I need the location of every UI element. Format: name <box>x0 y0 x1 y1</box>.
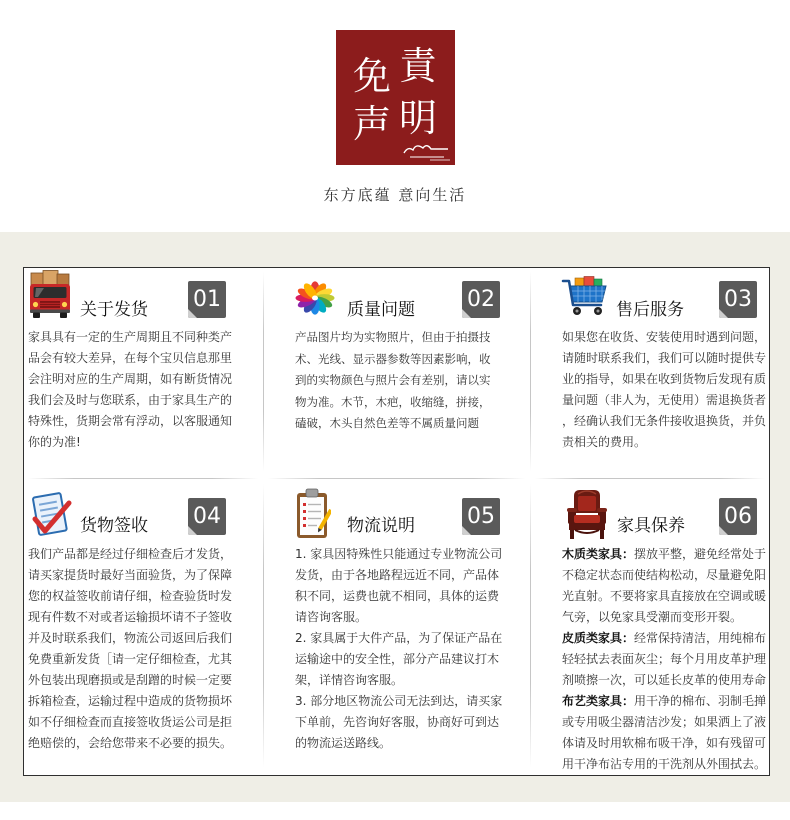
checked-document-icon <box>27 490 73 540</box>
text-line: 术、光线、显示器参数等因素影响，收 <box>295 351 491 366</box>
cloud-ornament-icon <box>400 138 452 162</box>
text-line: 架，详情咨询客服。 <box>295 673 404 687</box>
color-wheel-icon <box>291 278 339 318</box>
section-title: 货物签收 <box>80 516 148 536</box>
section-title: 关于发货 <box>80 300 148 320</box>
logo-char: 免 <box>352 54 391 98</box>
text-line: 光直射。不要将家具直接放在空调或暖 <box>562 589 767 603</box>
shopping-cart-icon <box>561 276 609 318</box>
text-line-body: 用干净的棉布、羽制毛掸 <box>634 694 767 708</box>
row-divider <box>28 478 258 479</box>
text-line: 用干净布沾专用的干洗剂从外围拭去。 <box>562 757 767 771</box>
section-number-badge <box>719 281 757 318</box>
text-line: 品会有较大差异，在每个宝贝信息那里 <box>28 351 233 365</box>
text-line: 运输途中的安全性，部分产品建议打木 <box>295 652 500 666</box>
disclaimer-logo <box>336 30 455 165</box>
text-line: 的物流运送路线。 <box>295 736 392 750</box>
section-number-badge <box>188 498 226 535</box>
badge-fold <box>188 526 197 535</box>
text-line-body: 经常保持清洁，用纯棉布 <box>634 631 767 645</box>
column-divider <box>263 484 264 768</box>
text-line: 发货，由于各地路程远近不同，产品体 <box>295 568 500 582</box>
slogan: 东方底蕴 意向生活 <box>323 186 467 204</box>
badge-fold <box>719 309 728 318</box>
section-number: 04 <box>193 504 221 529</box>
text-line: 物为准。木节，木疤，收缩缝，拼接， <box>295 394 491 409</box>
text-line: 您的权益签收前请仔细，检查验货时发 <box>28 589 233 603</box>
row-divider <box>268 478 525 479</box>
text-line: 轻轻拭去表面灰尘；每个月用皮革护理 <box>562 652 767 666</box>
text-line: 气旁，以免家具受潮而变形开裂。 <box>562 610 743 624</box>
badge-fold <box>188 309 197 318</box>
section-body <box>295 327 491 435</box>
armchair-icon <box>565 488 609 540</box>
section-number: 01 <box>193 287 221 312</box>
text-line: 并及时联系我们，物流公司返回后我们 <box>28 631 233 645</box>
section-number: 05 <box>467 504 495 529</box>
section-number-badge <box>462 281 500 318</box>
text-line-body: 摆放平整，避免经常处于 <box>634 547 767 561</box>
truck-icon <box>28 270 72 318</box>
text-line: 现有件数不对或者运输损坏请不子签收 <box>28 610 233 624</box>
text-line: 绝赔偿的，会给您带来不必要的损失。 <box>28 736 233 750</box>
care-category-label: 皮质类家具： <box>562 631 635 645</box>
text-line: 如果您在收货、安装使用时遇到问题， <box>562 330 767 344</box>
section-number-badge <box>462 498 500 535</box>
logo-char: 責 <box>398 44 437 88</box>
text-line: 不稳定状态而使结构松动，尽量避免阳 <box>562 568 767 582</box>
section-title: 物流说明 <box>347 516 415 536</box>
text-line: 我们产品都是经过仔细检查后才发货， <box>28 547 233 561</box>
care-category-label: 木质类家具： <box>562 547 635 561</box>
text-line: 剂喷擦一次，可以延长皮革的使用寿命 <box>562 673 767 687</box>
text-line: 业的指导，如果在收到货物后发现有质 <box>562 372 767 386</box>
text-line: 外包装出现磨损或是刮蹭的时候一定要 <box>28 673 233 687</box>
text-line: 1. 家具因特殊性只能通过专业物流公司 <box>295 547 503 561</box>
column-divider <box>530 272 531 472</box>
text-line: 你的为准! <box>28 435 81 449</box>
disclaimer-panel <box>23 267 770 776</box>
text-line: 量问题（非人为，无使用）需退换货者 <box>562 393 767 407</box>
section-body <box>28 544 232 754</box>
text-line: 请随时联系我们，我们可以随时提供专 <box>562 351 767 365</box>
text-line: 请买家提货时最好当面验货，为了保障 <box>28 568 233 582</box>
text-line <box>562 628 766 649</box>
column-divider <box>530 484 531 768</box>
section-number-badge <box>188 281 226 318</box>
text-line: 3. 部分地区物流公司无法到达，请买家 <box>295 694 503 708</box>
section-title: 质量问题 <box>347 300 415 320</box>
section-body <box>562 544 766 775</box>
clipboard-icon <box>295 488 331 540</box>
text-line: 体请及时用软棉布吸干净，如有残留可 <box>562 736 767 750</box>
section-number: 02 <box>467 287 495 312</box>
text-line: 积不同，运费也就不相同，具体的运费 <box>295 589 500 603</box>
column-divider <box>263 272 264 472</box>
section-number: 06 <box>724 504 752 529</box>
section-title: 售后服务 <box>616 300 684 320</box>
text-line: 磕破，木头自然色差等不属质量问题 <box>295 416 479 430</box>
text-line: ，经确认我们无条件接收退换货，并负 <box>562 414 767 428</box>
text-line: 2. 家具属于大件产品，为了保证产品在 <box>295 631 503 645</box>
care-category-label: 布艺类家具： <box>562 694 635 708</box>
section-body <box>562 327 766 453</box>
section-title: 家具保养 <box>617 516 685 536</box>
section-number-badge <box>719 498 757 535</box>
text-line: 家具具有一定的生产周期且不同种类产 <box>28 330 233 344</box>
text-line <box>562 691 766 712</box>
section-number: 03 <box>724 287 752 312</box>
text-line: 如不仔细检查而直接签收货运公司是拒 <box>28 715 233 729</box>
logo-char: 声 <box>352 102 391 146</box>
text-line: 下单前，先咨询好客服，协商好可到达 <box>295 715 500 729</box>
text-line: 会注明对应的生产周期，如有断货情况 <box>28 372 233 386</box>
badge-fold <box>719 526 728 535</box>
text-line <box>562 544 766 565</box>
text-line: 责相关的费用。 <box>562 435 647 449</box>
badge-fold <box>462 309 471 318</box>
section-body <box>28 327 232 453</box>
text-line: 或专用吸尘器清洁沙发；如果洒上了液 <box>562 715 767 729</box>
badge-fold <box>462 526 471 535</box>
text-line: 到的实物颜色与照片会有差别，请以实 <box>295 373 491 387</box>
row-divider <box>535 478 765 479</box>
text-line: 拆箱检查，运输过程中造成的货物损坏 <box>28 694 233 708</box>
text-line: 请咨询客服。 <box>295 610 368 624</box>
text-line: 免费重新发货［请一定仔细检查，尤其 <box>28 652 233 666</box>
text-line: 我们会及时与您联系，由于家具生产的 <box>28 393 233 407</box>
logo-char: 明 <box>398 96 437 140</box>
section-body <box>295 544 502 754</box>
text-line: 特殊性，货期会常有浮动，以客服通知 <box>28 414 233 428</box>
text-line: 产品图片均为实物照片，但由于拍摄技 <box>295 330 491 344</box>
